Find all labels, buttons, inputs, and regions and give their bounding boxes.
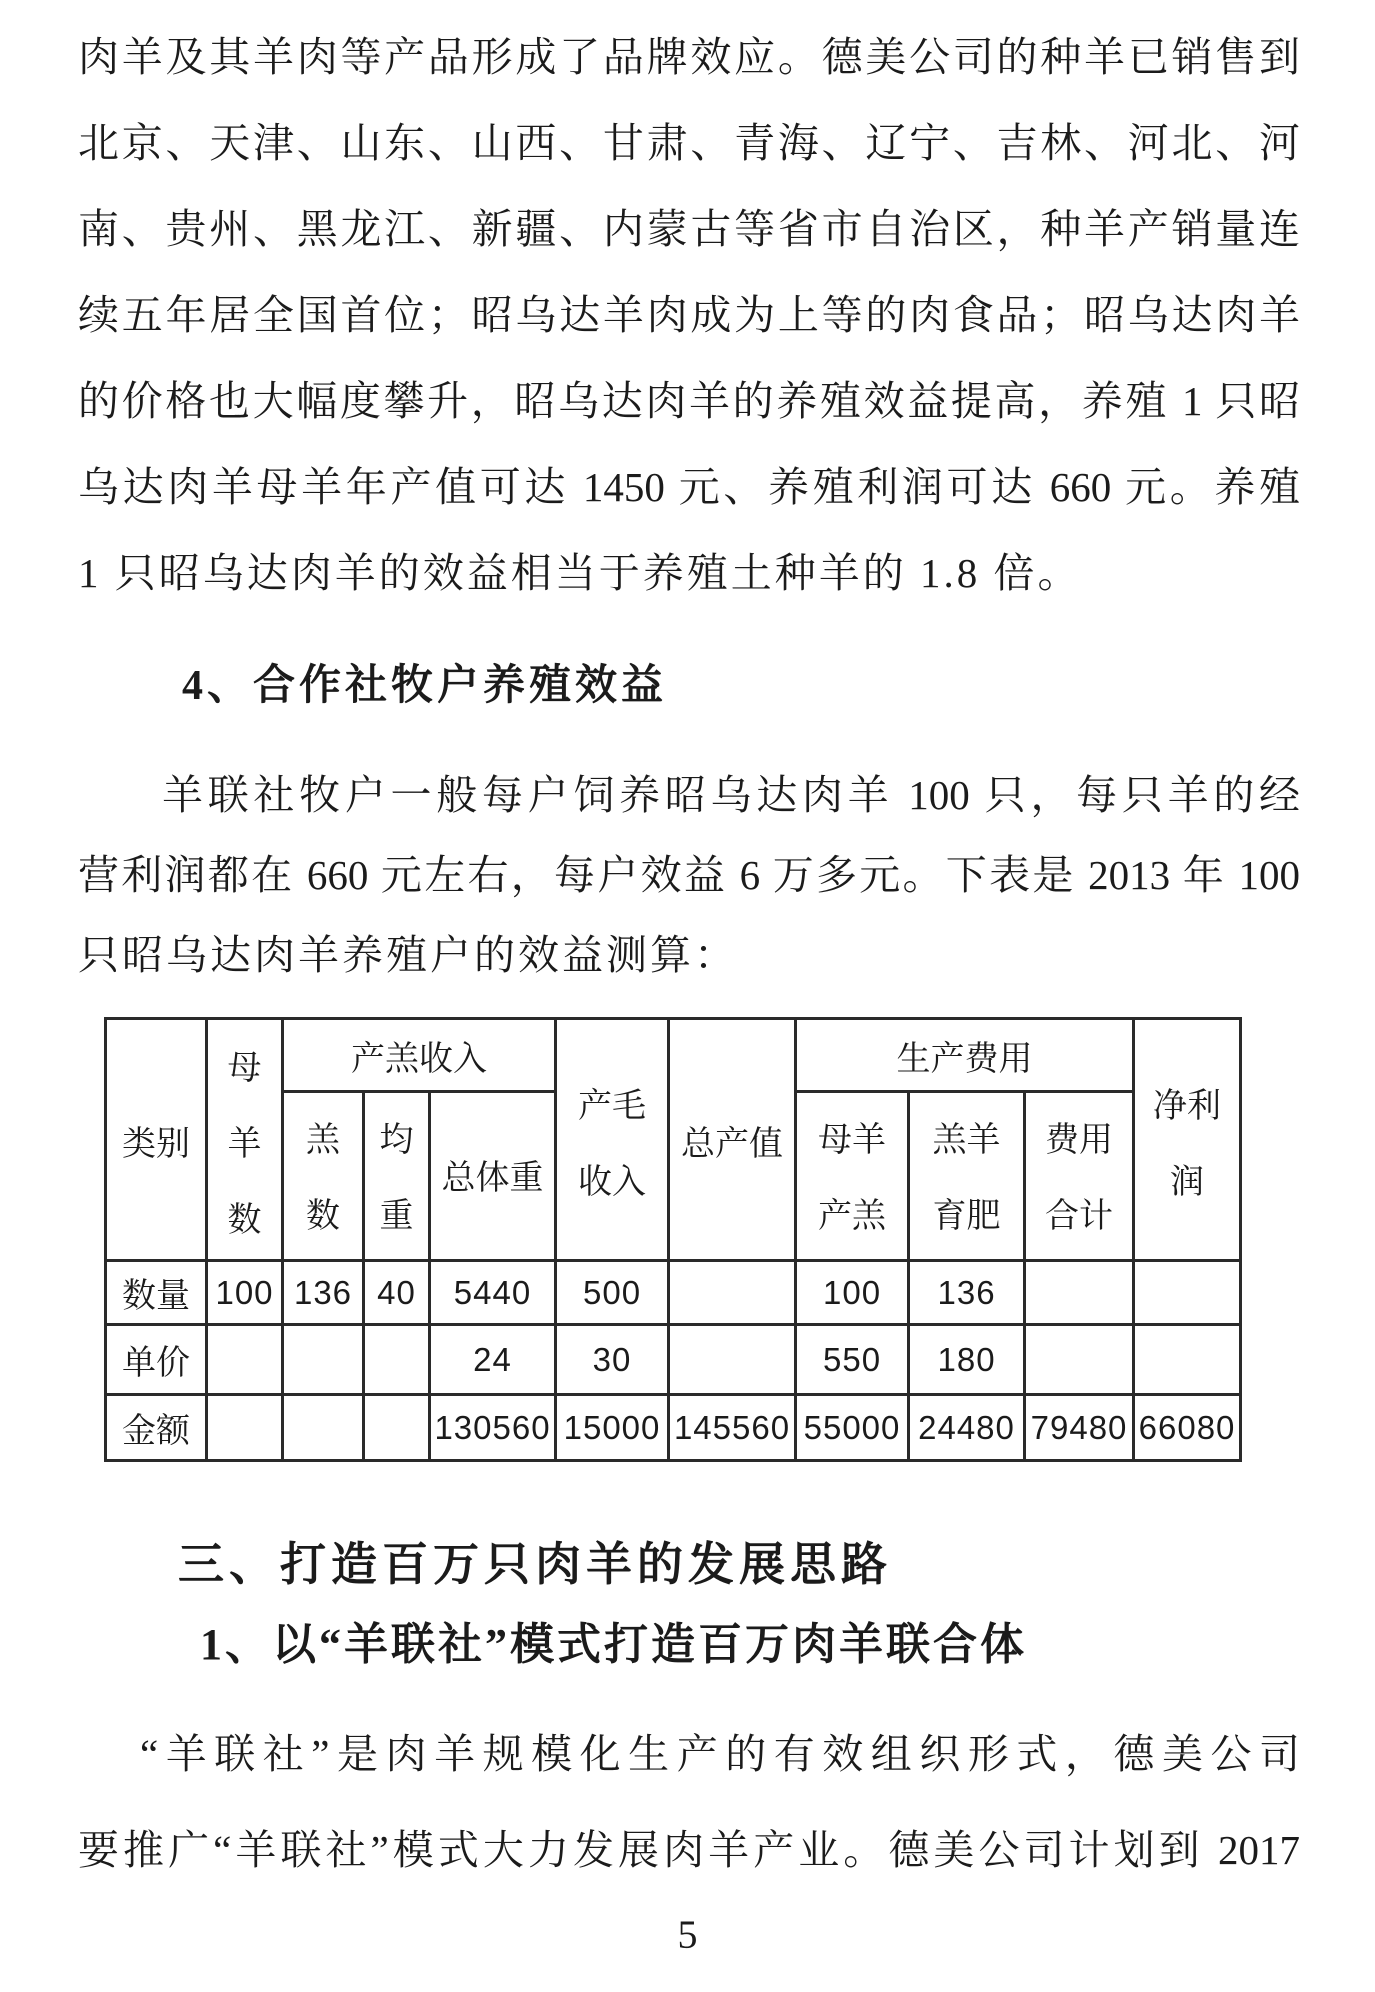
table-cell: 24480 bbox=[909, 1395, 1025, 1461]
text-line: 北京、天津、山东、山西、甘肃、青海、辽宁、吉林、河北、河 bbox=[78, 120, 1300, 166]
table-cell: 55000 bbox=[796, 1395, 909, 1461]
table-cell: 136 bbox=[909, 1261, 1025, 1325]
text-line: 1 只昭乌达肉羊的效益相当于养殖土种羊的 1.8 倍。 bbox=[78, 550, 1082, 596]
th-total-weight-label: 总体重 bbox=[441, 1160, 544, 1197]
th-cost-subtotal-line: 费用 bbox=[1045, 1122, 1114, 1159]
th-ewe-count-line: 数 bbox=[227, 1201, 262, 1239]
table-cell: 66080 bbox=[1134, 1395, 1241, 1461]
benefit-calculation-table bbox=[104, 1017, 1242, 1462]
th-lamb-fattening-cost bbox=[909, 1092, 1025, 1261]
th-ewe-lambing-line: 产羔 bbox=[818, 1198, 887, 1235]
paragraph-household-benefit bbox=[78, 755, 1300, 995]
table-cell bbox=[364, 1395, 430, 1461]
page-number: 5 bbox=[677, 1912, 698, 1957]
text-line: 肉羊及其羊肉等产品形成了品牌效应。德美公司的种羊已销售到 bbox=[78, 34, 1300, 80]
th-wool-income-line: 收入 bbox=[578, 1163, 647, 1201]
table-cell: 30 bbox=[556, 1325, 669, 1395]
th-total-output-value-label: 总产值 bbox=[681, 1125, 784, 1163]
th-avg-weight-line: 均 bbox=[379, 1122, 414, 1159]
paragraph-yanglianshe-model bbox=[78, 1706, 1300, 1898]
th-avg-weight bbox=[364, 1092, 430, 1261]
th-net-profit bbox=[1134, 1019, 1241, 1261]
table-cell: 130560 bbox=[430, 1395, 556, 1461]
th-ewe-lambing-line: 母羊 bbox=[818, 1122, 887, 1159]
text-line: 营利润都在 660 元左右，每户效益 6 万多元。下表是 2013 年 100 bbox=[78, 852, 1300, 898]
paragraph-brand-effect bbox=[78, 14, 1300, 616]
text-line: 要推广“羊联社”模式大力发展肉羊产业。德美公司计划到 2017 bbox=[78, 1827, 1300, 1873]
table-cell bbox=[1025, 1325, 1134, 1395]
table-cell: 15000 bbox=[556, 1395, 669, 1461]
text-line: 续五年居全国首位；昭乌达羊肉成为上等的肉食品；昭乌达肉羊 bbox=[78, 292, 1300, 338]
th-lamb-count bbox=[283, 1092, 364, 1261]
th-lamb-fattening-line: 羔羊 bbox=[932, 1122, 1001, 1159]
th-ewe-count-line: 羊 bbox=[227, 1125, 262, 1163]
th-production-cost: 生产费用 bbox=[796, 1019, 1134, 1092]
row-label-quantity: 数量 bbox=[106, 1261, 207, 1325]
table-cell: 500 bbox=[556, 1261, 669, 1325]
table-cell: 145560 bbox=[669, 1395, 796, 1461]
th-total-output-value bbox=[669, 1019, 796, 1261]
text-line: “羊联社”是肉羊规模化生产的有效组织形式，德美公司 bbox=[140, 1731, 1300, 1777]
th-wool-income bbox=[556, 1019, 669, 1261]
th-lamb-count-line: 数 bbox=[306, 1198, 340, 1235]
table-cell: 100 bbox=[207, 1261, 283, 1325]
text-line: 的价格也大幅度攀升，昭乌达肉羊的养殖效益提高，养殖 1 只昭 bbox=[78, 378, 1300, 424]
th-ewe-count-line: 母 bbox=[227, 1049, 262, 1087]
table-cell bbox=[669, 1325, 796, 1395]
table-cell: 550 bbox=[796, 1325, 909, 1395]
table-cell: 40 bbox=[364, 1261, 430, 1325]
th-lamb-count-line: 羔 bbox=[306, 1122, 340, 1159]
th-wool-income-line: 产毛 bbox=[578, 1087, 647, 1125]
th-cost-subtotal-line: 合计 bbox=[1045, 1198, 1114, 1235]
th-ewe-lambing-cost bbox=[796, 1092, 909, 1261]
table-cell bbox=[207, 1395, 283, 1461]
th-net-profit-line: 润 bbox=[1170, 1163, 1205, 1201]
th-category-label: 类别 bbox=[122, 1125, 190, 1163]
table-cell bbox=[207, 1325, 283, 1395]
text-line: 南、贵州、黑龙江、新疆、内蒙古等省市自治区，种羊产销量连 bbox=[78, 206, 1300, 252]
text-line: 羊联社牧户一般每户饲养昭乌达肉羊 100 只，每只羊的经 bbox=[162, 772, 1300, 818]
table-cell bbox=[1025, 1261, 1134, 1325]
section-heading-part3: 三、打造百万只肉羊的发展思路 bbox=[178, 1539, 892, 1590]
table-cell: 24 bbox=[430, 1325, 556, 1395]
th-ewe-count bbox=[207, 1019, 283, 1261]
section-heading-4: 4、合作社牧户养殖效益 bbox=[182, 663, 668, 709]
table-cell bbox=[283, 1395, 364, 1461]
row-label-amount: 金额 bbox=[106, 1395, 207, 1461]
th-lambing-income: 产羔收入 bbox=[283, 1019, 556, 1092]
th-category bbox=[106, 1019, 207, 1261]
text-line: 乌达肉羊母羊年产值可达 1450 元、养殖利润可达 660 元。养殖 bbox=[78, 464, 1300, 510]
table-cell bbox=[1134, 1325, 1241, 1395]
row-label-unit-price: 单价 bbox=[106, 1325, 207, 1395]
text-line: 只昭乌达肉羊养殖户的效益测算： bbox=[78, 932, 738, 978]
table-cell bbox=[364, 1325, 430, 1395]
th-total-weight bbox=[430, 1092, 556, 1261]
table-cell bbox=[283, 1325, 364, 1395]
table-cell: 136 bbox=[283, 1261, 364, 1325]
th-cost-subtotal bbox=[1025, 1092, 1134, 1261]
section-heading-sub1: 1、以“羊联社”模式打造百万肉羊联合体 bbox=[200, 1620, 1027, 1669]
th-net-profit-line: 净利 bbox=[1153, 1087, 1222, 1125]
th-avg-weight-line: 重 bbox=[379, 1198, 414, 1235]
table-cell: 100 bbox=[796, 1261, 909, 1325]
table-cell: 180 bbox=[909, 1325, 1025, 1395]
table-cell: 79480 bbox=[1025, 1395, 1134, 1461]
table-cell bbox=[1134, 1261, 1241, 1325]
table-cell: 5440 bbox=[430, 1261, 556, 1325]
table-cell bbox=[669, 1261, 796, 1325]
th-lamb-fattening-line: 育肥 bbox=[932, 1198, 1001, 1235]
